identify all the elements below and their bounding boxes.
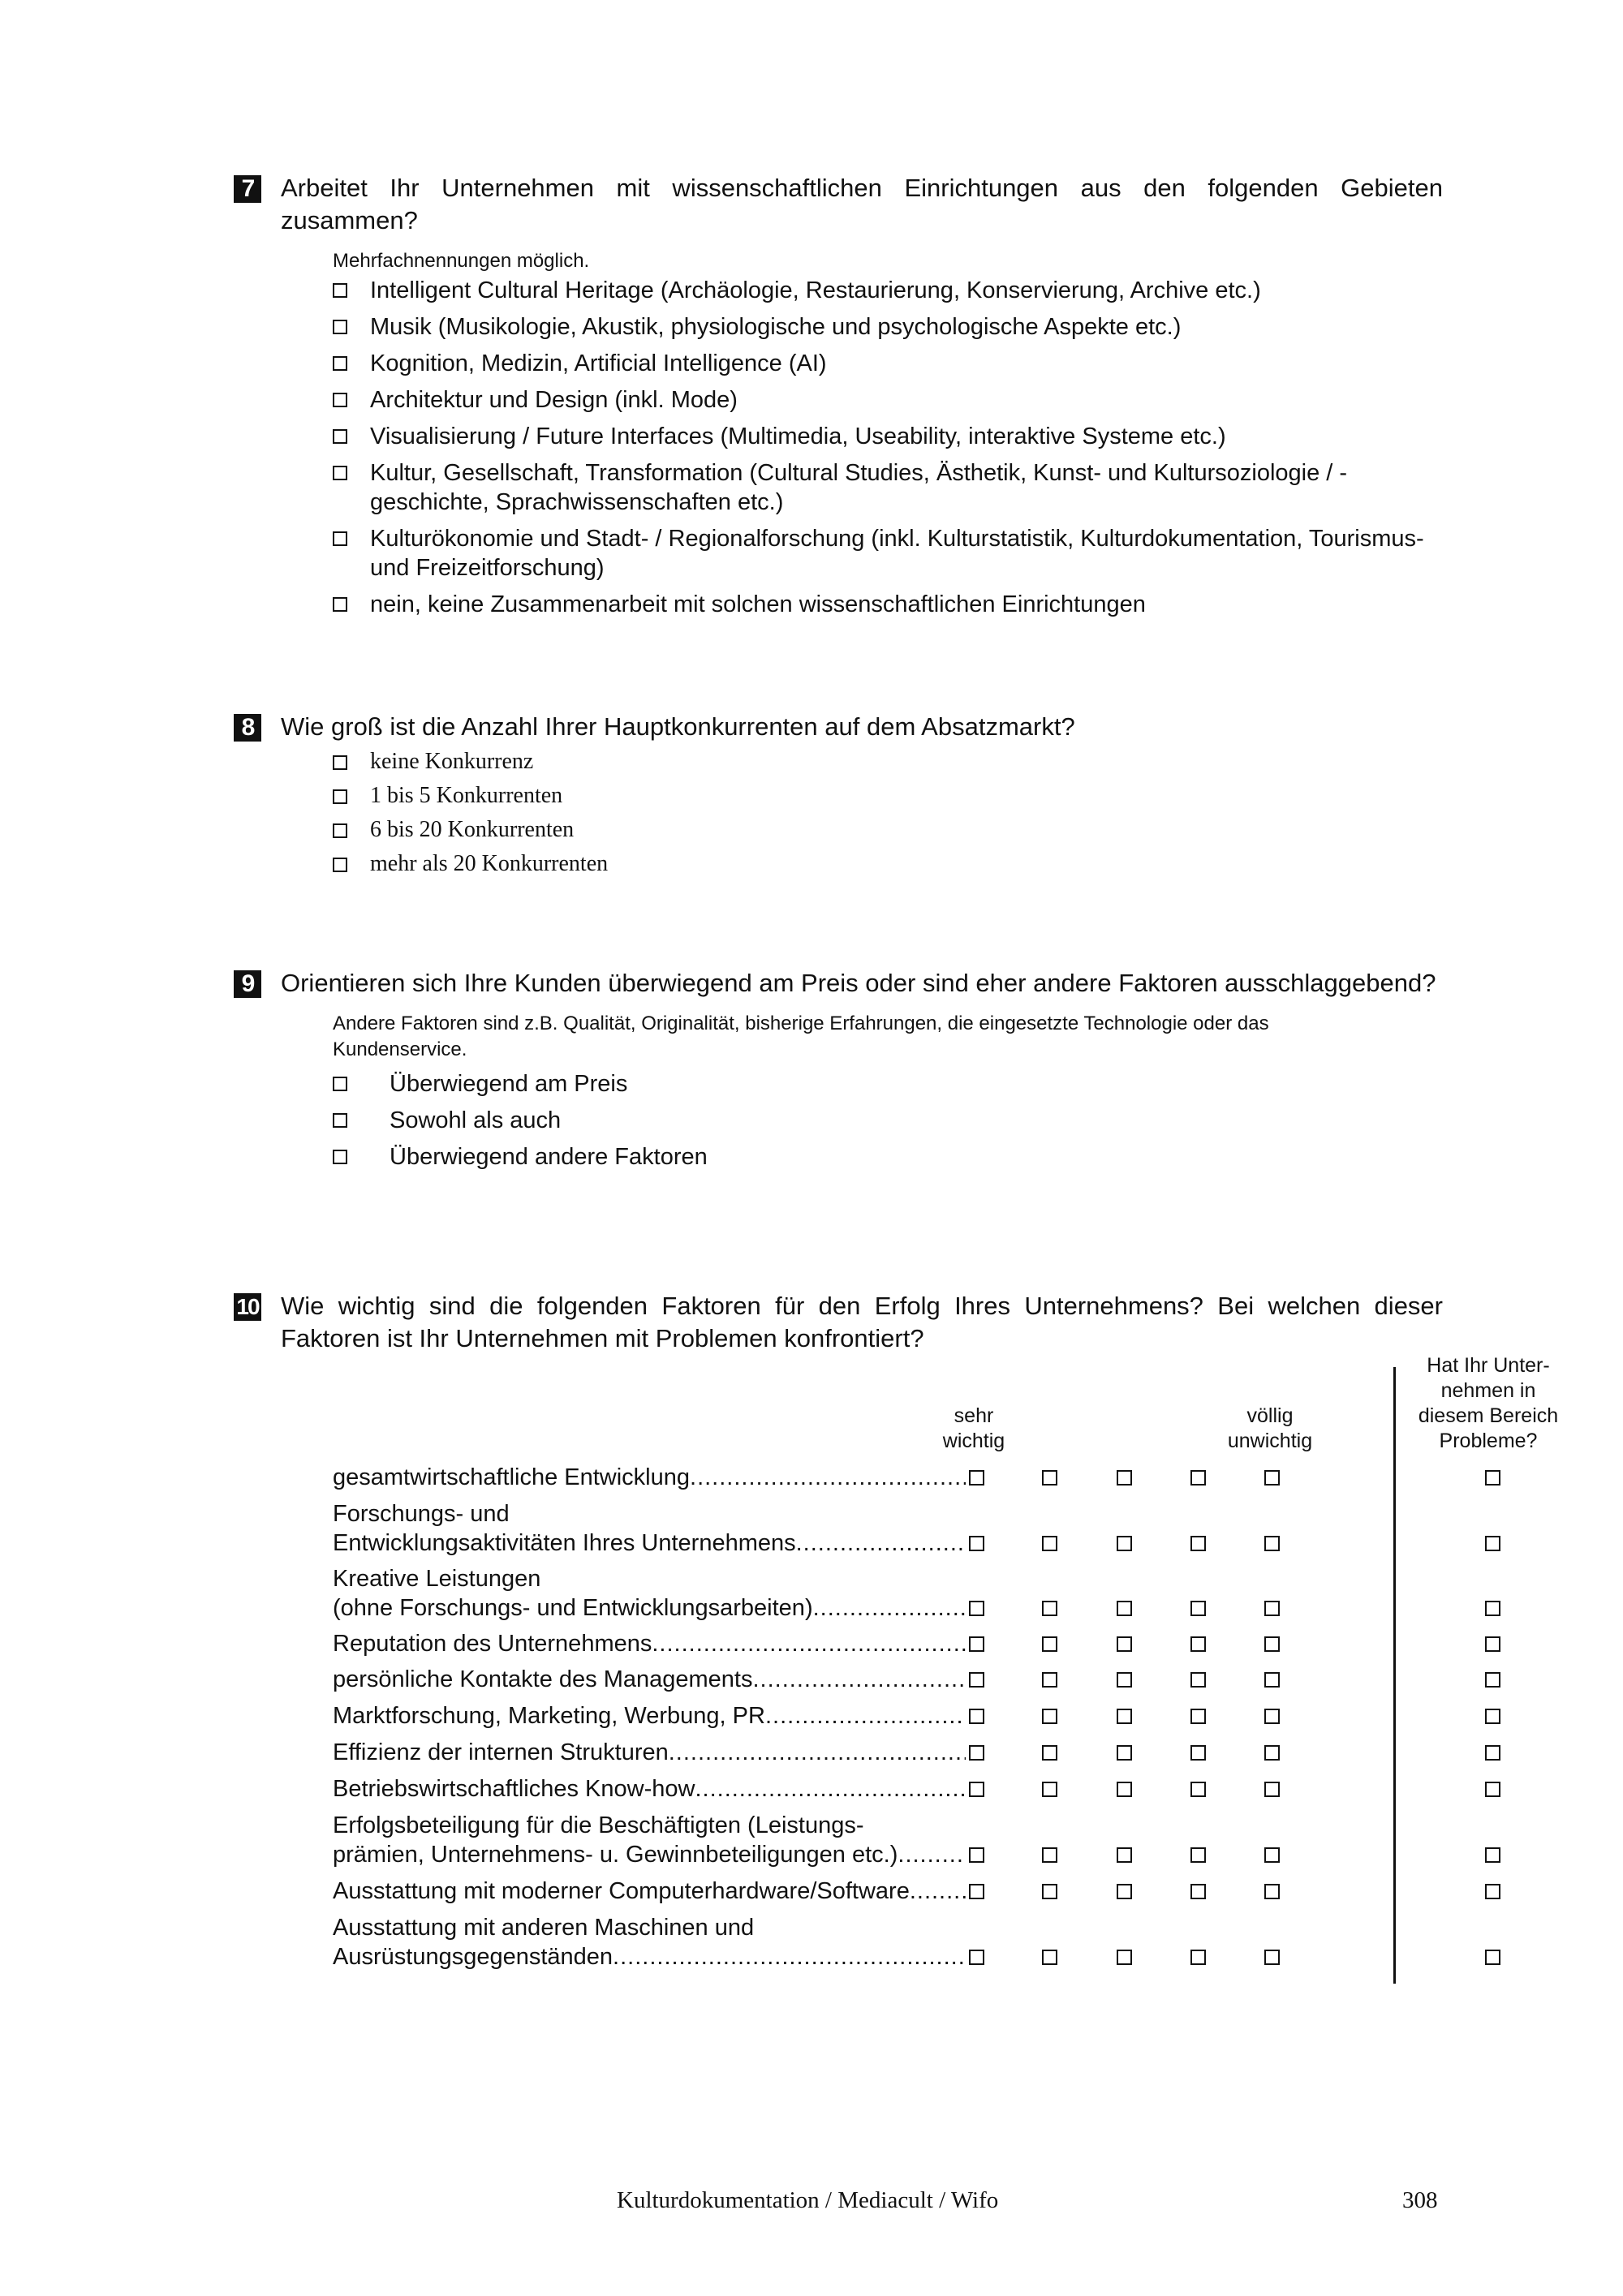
- option-list: [333, 748, 1443, 878]
- option-item: [333, 590, 1425, 619]
- question-text: Orientieren sich Ihre Kunden überwiegend am Preis oder sind eher andere Faktoren ausschlaggebend?: [281, 969, 1436, 997]
- row-text: Ausstattung mit anderen Maschinen und: [333, 1915, 755, 1941]
- checkbox[interactable]: [333, 823, 347, 838]
- option-list: [333, 276, 1443, 619]
- option-label: 6 bis 20 Konkurrenten: [370, 817, 575, 842]
- leader-dots: [669, 1738, 966, 1767]
- option-item: [333, 276, 1425, 305]
- rating-checkbox[interactable]: [969, 1672, 984, 1688]
- checkbox[interactable]: [333, 320, 347, 334]
- checkbox[interactable]: [333, 597, 347, 612]
- rating-checkbox[interactable]: [1117, 1745, 1132, 1761]
- rating-checkbox[interactable]: [1042, 1847, 1057, 1863]
- matrix-row-label: [333, 1499, 966, 1558]
- rating-checkbox[interactable]: [1264, 1601, 1280, 1616]
- option-label: Architektur und Design (inkl. Mode): [370, 387, 738, 413]
- problem-checkbox[interactable]: [1485, 1536, 1500, 1551]
- option-item: [333, 782, 1425, 810]
- problem-checkbox[interactable]: [1485, 1470, 1500, 1486]
- problem-checkbox[interactable]: [1485, 1847, 1500, 1863]
- rating-checkbox[interactable]: [1117, 1950, 1132, 1965]
- question-note: Andere Faktoren sind z.B. Qualität, Originalität, bisherige Erfahrungen, die eingesetzte Technologie oder das Kundenservice.: [333, 1013, 1269, 1060]
- row-text: Ausrüstungsgegenständen: [333, 1944, 613, 1970]
- question-number: 9: [234, 970, 261, 998]
- problem-checkbox[interactable]: [1485, 1884, 1500, 1899]
- rating-checkbox[interactable]: [1117, 1884, 1132, 1899]
- rating-checkbox[interactable]: [969, 1601, 984, 1616]
- leader-dots: [813, 1593, 966, 1623]
- rating-checkbox[interactable]: [1190, 1847, 1206, 1863]
- option-label: Überwiegend am Preis: [390, 1071, 628, 1097]
- leader-dots: [652, 1629, 966, 1658]
- leader-dots: [898, 1840, 966, 1869]
- rating-checkbox[interactable]: [969, 1884, 984, 1899]
- rating-checkbox[interactable]: [1042, 1672, 1057, 1688]
- problem-checkbox[interactable]: [1485, 1782, 1500, 1797]
- matrix-row-label: [333, 1811, 966, 1869]
- rating-checkbox[interactable]: [1117, 1601, 1132, 1616]
- rating-checkbox[interactable]: [969, 1847, 984, 1863]
- row-text: gesamtwirtschaftliche Entwicklung: [333, 1464, 691, 1490]
- option-item: [333, 816, 1425, 844]
- matrix-row-label: [333, 1913, 966, 1971]
- option-label: Visualisierung / Future Interfaces (Multimedia, Useability, interaktive Systeme etc.): [370, 424, 1226, 449]
- rating-checkbox[interactable]: [1042, 1601, 1057, 1616]
- rating-checkbox[interactable]: [1117, 1672, 1132, 1688]
- rating-checkbox[interactable]: [1190, 1636, 1206, 1652]
- rating-checkbox[interactable]: [1190, 1782, 1206, 1797]
- option-label: Kognition, Medizin, Artificial Intelligence (AI): [370, 350, 827, 376]
- rating-checkbox[interactable]: [1190, 1884, 1206, 1899]
- option-item: [333, 1069, 1444, 1099]
- option-item: [333, 524, 1425, 583]
- question-number: 10: [234, 1293, 261, 1321]
- option-item: [333, 748, 1425, 776]
- option-label: Musik (Musikologie, Akustik, physiologische und psychologische Aspekte etc.): [370, 314, 1182, 340]
- rating-checkbox[interactable]: [1042, 1782, 1057, 1797]
- rating-checkbox[interactable]: [1042, 1950, 1057, 1965]
- row-text: Erfolgsbeteiligung für die Beschäftigten (Leistungs-: [333, 1812, 864, 1838]
- rating-checkbox[interactable]: [1264, 1847, 1280, 1863]
- rating-checkbox[interactable]: [969, 1782, 984, 1797]
- problem-checkbox[interactable]: [1485, 1709, 1500, 1724]
- rating-checkbox[interactable]: [1190, 1470, 1206, 1486]
- rating-checkbox[interactable]: [969, 1709, 984, 1724]
- rating-checkbox[interactable]: [969, 1470, 984, 1486]
- rating-checkbox[interactable]: [1190, 1745, 1206, 1761]
- rating-checkbox[interactable]: [1264, 1950, 1280, 1965]
- checkbox[interactable]: [333, 1113, 347, 1128]
- question-text: Arbeitet Ihr Unternehmen mit wissenschaftlichen Einrichtungen aus den folgenden Gebieten zusammen?: [281, 174, 1443, 234]
- question-note: Mehrfachnennungen möglich.: [333, 250, 590, 272]
- rating-checkbox[interactable]: [969, 1636, 984, 1652]
- row-text: Reputation des Unternehmens: [333, 1631, 652, 1657]
- column-divider: [1393, 1367, 1396, 1984]
- rating-checkbox[interactable]: [1042, 1709, 1057, 1724]
- row-text: Marktforschung, Marketing, Werbung, PR: [333, 1703, 765, 1729]
- matrix-row-label: [333, 1564, 966, 1623]
- matrix-row-label: [333, 1463, 966, 1492]
- rating-checkbox[interactable]: [1190, 1601, 1206, 1616]
- rating-checkbox[interactable]: [1117, 1536, 1132, 1551]
- leader-dots: [765, 1701, 966, 1731]
- option-label: Intelligent Cultural Heritage (Archäologie, Restaurierung, Konservierung, Archive etc.): [370, 277, 1261, 303]
- checkbox[interactable]: [333, 283, 347, 298]
- rating-checkbox[interactable]: [1190, 1536, 1206, 1551]
- question-9: [234, 967, 1443, 1179]
- option-item: [333, 1142, 1444, 1172]
- checkbox[interactable]: [333, 1150, 347, 1164]
- question-text: Wie wichtig sind die folgenden Faktoren für den Erfolg Ihres Unternehmens? Bei welchen dieser Faktoren ist Ihr Unternehmen mit Problemen konfrontiert?: [281, 1292, 1443, 1352]
- row-text: Forschungs- und: [333, 1501, 510, 1527]
- question-number: 8: [234, 714, 261, 742]
- problem-checkbox[interactable]: [1485, 1601, 1500, 1616]
- option-item: [333, 385, 1425, 415]
- option-item: [333, 1106, 1444, 1135]
- row-text: Entwicklungsaktivitäten Ihres Unternehmens: [333, 1530, 796, 1556]
- rating-checkbox[interactable]: [1264, 1636, 1280, 1652]
- matrix-row-label: [333, 1774, 966, 1804]
- option-item: [333, 349, 1425, 378]
- checkbox[interactable]: [333, 858, 347, 872]
- option-label: Kulturökonomie und Stadt- / Regionalforschung (inkl. Kulturstatistik, Kulturdokumentation, Tourismus- und Freizeitforschung): [370, 526, 1424, 581]
- leader-dots: [690, 1463, 966, 1492]
- rating-checkbox[interactable]: [1190, 1950, 1206, 1965]
- matrix-row-label: [333, 1629, 966, 1658]
- problem-checkbox[interactable]: [1485, 1745, 1500, 1761]
- row-text: (ohne Forschungs- und Entwicklungsarbeiten): [333, 1595, 813, 1621]
- checkbox[interactable]: [333, 1077, 347, 1091]
- page-number: 308: [1402, 2187, 1438, 2213]
- checkbox[interactable]: [333, 789, 347, 804]
- row-text: Ausstattung mit moderner Computerhardware/Software: [333, 1878, 910, 1904]
- problem-checkbox[interactable]: [1485, 1636, 1500, 1652]
- rating-checkbox[interactable]: [1264, 1709, 1280, 1724]
- rating-checkbox[interactable]: [1042, 1745, 1057, 1761]
- row-text: prämien, Unternehmens- u. Gewinnbeteiligungen etc.): [333, 1842, 898, 1868]
- problem-checkbox[interactable]: [1485, 1672, 1500, 1688]
- rating-checkbox[interactable]: [1264, 1884, 1280, 1899]
- rating-checkbox[interactable]: [1042, 1536, 1057, 1551]
- rating-checkbox[interactable]: [1117, 1636, 1132, 1652]
- rating-checkbox[interactable]: [969, 1950, 984, 1965]
- row-text: persönliche Kontakte des Managements: [333, 1666, 753, 1692]
- option-label: keine Konkurrenz: [370, 749, 534, 774]
- question-8: [234, 711, 1443, 884]
- leader-dots: [910, 1877, 966, 1906]
- matrix-row-label: [333, 1665, 966, 1694]
- option-label: Sowohl als auch: [390, 1107, 562, 1133]
- problem-checkbox[interactable]: [1485, 1950, 1500, 1965]
- checkbox[interactable]: [333, 531, 347, 546]
- option-item: [333, 850, 1425, 878]
- rating-checkbox[interactable]: [1042, 1884, 1057, 1899]
- option-label: 1 bis 5 Konkurrenten: [370, 783, 563, 808]
- option-label: Überwiegend andere Faktoren: [390, 1144, 708, 1170]
- leader-dots: [796, 1529, 966, 1558]
- rating-checkbox[interactable]: [1190, 1709, 1206, 1724]
- rating-checkbox[interactable]: [1117, 1709, 1132, 1724]
- checkbox[interactable]: [333, 466, 347, 480]
- header-very-important: sehr wichtig: [942, 1404, 1005, 1452]
- rating-checkbox[interactable]: [1190, 1672, 1206, 1688]
- option-item: [333, 312, 1425, 342]
- option-item: [333, 422, 1425, 451]
- rating-checkbox[interactable]: [1117, 1847, 1132, 1863]
- rating-checkbox[interactable]: [1264, 1745, 1280, 1761]
- rating-checkbox[interactable]: [1264, 1782, 1280, 1797]
- question-10: [234, 1290, 1443, 1355]
- rating-checkbox[interactable]: [1264, 1536, 1280, 1551]
- option-label: mehr als 20 Konkurrenten: [370, 851, 609, 876]
- leader-dots: [752, 1665, 966, 1694]
- header-problems: Hat Ihr Unter- nehmen in diesem Bereich Probleme?: [1418, 1354, 1559, 1452]
- matrix-row-label: [333, 1701, 966, 1731]
- option-label: Kultur, Gesellschaft, Transformation (Cultural Studies, Ästhetik, Kunst- und Kultursoziologie / -geschichte, Sprachwissenschaften etc.): [370, 460, 1348, 515]
- option-list: [333, 1069, 1443, 1172]
- rating-checkbox[interactable]: [969, 1745, 984, 1761]
- footer-source: Kulturdokumentation / Mediacult / Wifo: [617, 2187, 999, 2213]
- checkbox[interactable]: [333, 755, 347, 770]
- rating-checkbox[interactable]: [1042, 1470, 1057, 1486]
- checkbox[interactable]: [333, 356, 347, 371]
- rating-checkbox[interactable]: [969, 1536, 984, 1551]
- question-number: 7: [234, 175, 261, 203]
- leader-dots: [695, 1774, 966, 1804]
- rating-checkbox[interactable]: [1264, 1672, 1280, 1688]
- row-text: Effizienz der internen Strukturen: [333, 1739, 669, 1765]
- rating-checkbox[interactable]: [1042, 1636, 1057, 1652]
- rating-checkbox[interactable]: [1117, 1470, 1132, 1486]
- rating-checkbox[interactable]: [1264, 1470, 1280, 1486]
- leader-dots: [613, 1942, 966, 1971]
- row-text: Betriebswirtschaftliches Know-how: [333, 1776, 695, 1802]
- question-text: Wie groß ist die Anzahl Ihrer Hauptkonkurrenten auf dem Absatzmarkt?: [281, 712, 1075, 741]
- rating-checkbox[interactable]: [1117, 1782, 1132, 1797]
- checkbox[interactable]: [333, 429, 347, 444]
- question-7: [234, 172, 1443, 626]
- matrix-row-label: [333, 1738, 966, 1767]
- header-not-important: völlig unwichtig: [1227, 1404, 1313, 1452]
- checkbox[interactable]: [333, 393, 347, 407]
- row-text: Kreative Leistungen: [333, 1566, 541, 1592]
- matrix-row-label: [333, 1877, 966, 1906]
- option-item: [333, 458, 1425, 517]
- option-label: nein, keine Zusammenarbeit mit solchen wissenschaftlichen Einrichtungen: [370, 591, 1146, 617]
